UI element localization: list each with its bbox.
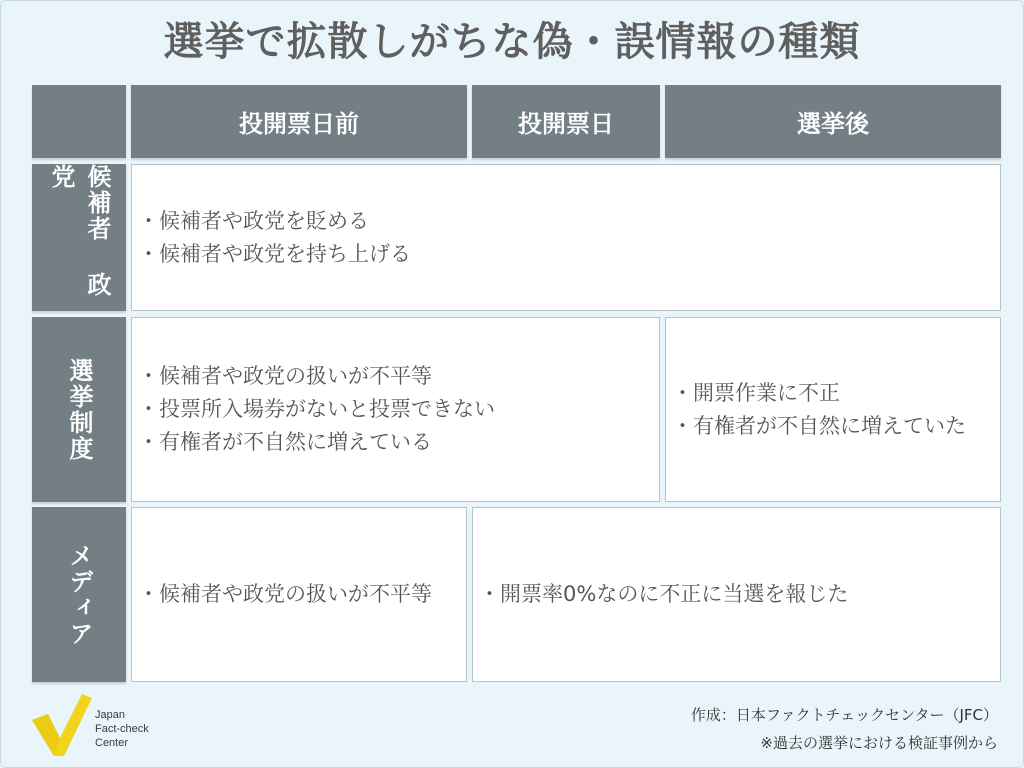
list-item: ・投票所入場券がないと投票できない (138, 397, 495, 421)
cell-system-after (665, 317, 1001, 502)
column-header-before: 投開票日前 (131, 85, 467, 158)
logo-line: Japan (95, 709, 125, 721)
cell-media-before (131, 507, 467, 682)
footer-credit: 作成：日本ファクトチェックセンター（JFC） (690, 706, 998, 724)
footer-note: ※過去の選挙における検証事例から (760, 734, 998, 752)
page-title: 選挙で拡散しがちな偽・誤情報の種類 (163, 19, 861, 65)
check-mark-icon (30, 692, 94, 758)
cell-media-after (472, 507, 1001, 682)
row-header-system (32, 317, 126, 502)
footer (691, 704, 998, 754)
row-header-candidates (32, 164, 126, 311)
column-header-after: 選挙後 (665, 85, 1001, 158)
column-header-election-day: 投開票日 (472, 85, 660, 158)
list-item: ・候補者や政党を持ち上げる (138, 241, 411, 266)
cell-system-before (131, 317, 660, 502)
row-header-label: 選挙制度 (65, 357, 93, 462)
logo-line: Center (95, 737, 129, 749)
list-item: ・開票率0%なのに不正に当選を報じた (479, 582, 849, 606)
corner-cell (32, 85, 126, 158)
list-item: ・候補者や政党の扱いが不平等 (138, 364, 432, 388)
row-header-label: メディア (65, 542, 93, 647)
logo-line: Fact-check (95, 723, 149, 735)
list-item: ・候補者や政党を貶める (138, 208, 369, 233)
cell-candidates-all (131, 164, 1001, 311)
list-item: ・有権者が不自然に増えている (138, 430, 432, 454)
list-item: ・有権者が不自然に増えていた (672, 413, 966, 438)
list-item: ・開票作業に不正 (672, 380, 840, 405)
list-item: ・候補者や政党の扱いが不平等 (138, 582, 432, 606)
row-header-media (32, 507, 126, 682)
logo-text (95, 708, 149, 750)
row-header-label: 候補者 政党 (47, 164, 111, 298)
